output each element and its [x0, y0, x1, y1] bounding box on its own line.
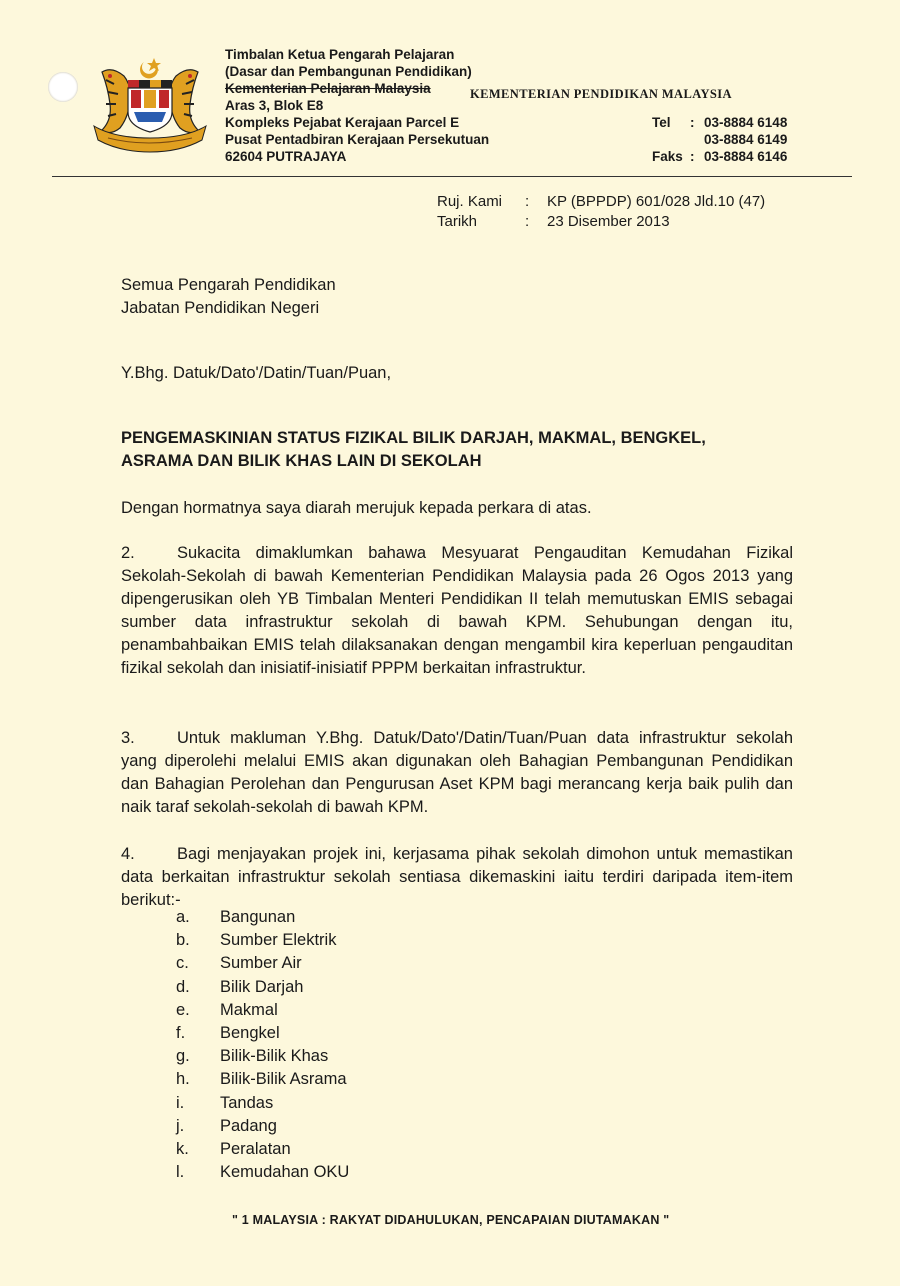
tel-number: 03-8884 6148	[704, 115, 788, 130]
paragraph-number: 3.	[121, 729, 135, 747]
list-label: Bilik-Bilik Asrama	[220, 1070, 347, 1089]
list-label: Tandas	[220, 1093, 274, 1112]
ministry-name-stamp: KEMENTERIAN PENDIDIKAN MALAYSIA	[470, 87, 732, 101]
list-item	[176, 999, 349, 1022]
tel-row	[652, 114, 787, 131]
reference-value: KP (BPPDP) 601/028 Jld.10 (47)	[547, 193, 766, 210]
list-label: Bengkel	[220, 1024, 280, 1043]
list-item	[176, 906, 349, 929]
paragraph-number: 2.	[121, 544, 135, 562]
letterhead-line: (Dasar dan Pembangunan Pendidikan)	[225, 64, 472, 79]
reference-block	[437, 192, 765, 232]
letterhead-divider	[52, 176, 852, 177]
list-label: Kemudahan OKU	[220, 1163, 350, 1182]
star-icon	[147, 58, 161, 71]
list-letter: b.	[176, 931, 190, 950]
list-label: Bangunan	[220, 908, 296, 926]
paragraph-2	[121, 542, 793, 680]
punch-hole	[48, 72, 78, 102]
list-letter: h.	[176, 1070, 190, 1089]
list-label: Makmal	[220, 1000, 278, 1019]
list-item	[176, 1045, 349, 1068]
list-label: Sumber Elektrik	[220, 931, 337, 950]
letterhead-line-struck: Kementerian Pelajaran Malaysia	[225, 81, 431, 96]
letterhead-line: Pusat Pentadbiran Kerajaan Persekutuan	[225, 132, 490, 147]
tiger-right	[170, 70, 198, 133]
paragraph-3	[121, 727, 793, 819]
list-item	[176, 1092, 349, 1115]
fax-number: 03-8884 6146	[704, 149, 788, 164]
fax-row	[652, 148, 787, 165]
addressee	[121, 274, 793, 320]
paragraph-text: Bagi menjayakan projek ini, kerjasama pihak sekolah dimohon untuk memastikan data berkaitan infrastruktur sekolah sentiasa dikemaskini iaitu terdiri daripada item-item berikut:-	[121, 845, 793, 909]
list-letter: f.	[176, 1024, 186, 1043]
list-label: Bilik Darjah	[220, 977, 304, 996]
date-value: 23 Disember 2013	[547, 213, 670, 230]
subject-line: ASRAMA DAN BILIK KHAS LAIN DI SEKOLAH	[121, 452, 482, 470]
contact-info	[652, 114, 787, 165]
list-letter: j.	[176, 1116, 185, 1135]
reference-row	[437, 192, 765, 212]
date-row	[437, 212, 765, 232]
list-label: Sumber Air	[220, 954, 302, 973]
separator: :	[525, 213, 530, 230]
addressee-line: Semua Pengarah Pendidikan	[121, 276, 336, 294]
list-letter: l.	[176, 1163, 185, 1182]
footer-motto: " 1 MALAYSIA : RAKYAT DIDAHULUKAN, PENCAPAIAN DIUTAMAKAN "	[232, 1213, 670, 1227]
list-item	[176, 1115, 349, 1138]
separator: :	[690, 149, 695, 164]
letterhead-line: Aras 3, Blok E8	[225, 98, 324, 113]
list-letter: g.	[176, 1047, 190, 1066]
list-letter: k.	[176, 1140, 189, 1159]
tel-number: 03-8884 6149	[704, 132, 788, 147]
list-item	[176, 929, 349, 952]
list-letter: e.	[176, 1000, 190, 1019]
tiger-left	[102, 70, 130, 133]
intro-paragraph: Dengan hormatnya saya diarah merujuk kepada perkara di atas.	[121, 499, 592, 517]
paragraph-text: Sukacita dimaklumkan bahawa Mesyuarat Pengauditan Kemudahan Fizikal Sekolah-Sekolah di bawah Kementerian Pendidikan Malaysia pada 26 Ogos 2013 yang dipengerusikan oleh YB Timbalan Menteri Pendidikan II telah memutuskan EMIS sebagai sumber data infrastruktur sekolah di bawah KPM. Sehubungan dengan itu, penambahbaikan EMIS telah dilaksanakan dengan mengambil kira keperluan pengauditan fizikal sekolah dan inisiatif-inisiatif PPPM berkaitan infrastruktur.	[121, 544, 793, 677]
reference-label: Ruj. Kami	[437, 193, 503, 210]
salutation: Y.Bhg. Datuk/Dato'/Datin/Tuan/Puan,	[121, 364, 392, 382]
addressee-line: Jabatan Pendidikan Negeri	[121, 299, 320, 317]
list-letter: c.	[176, 954, 189, 973]
letterhead-line: 62604 PUTRAJAYA	[225, 149, 347, 164]
list-letter: i.	[176, 1093, 185, 1112]
list-item	[176, 952, 349, 975]
list-label: Bilik-Bilik Khas	[220, 1047, 329, 1066]
list-item	[176, 1161, 349, 1184]
letterhead-address	[225, 46, 489, 165]
list-label: Padang	[220, 1116, 277, 1135]
subject-line: PENGEMASKINIAN STATUS FIZIKAL BILIK DARJAH, MAKMAL, BENGKEL,	[121, 429, 706, 447]
letterhead-line: Timbalan Ketua Pengarah Pelajaran	[225, 47, 455, 62]
coat-of-arms-logo	[88, 54, 212, 154]
separator: :	[525, 193, 530, 210]
paragraph-4	[121, 843, 793, 912]
list-letter: d.	[176, 977, 190, 996]
list-item	[176, 1022, 349, 1045]
tel-label: Tel	[652, 115, 671, 130]
list-letter: a.	[176, 908, 190, 926]
paragraph-number: 4.	[121, 845, 135, 863]
paragraph-text: Untuk makluman Y.Bhg. Datuk/Dato'/Datin/Tuan/Puan data infrastruktur sekolah yang diperolehi melalui EMIS akan digunakan oleh Bahagian Pembangunan Pendidikan dan Bahagian Perolehan dan Pengurusan Aset KPM bagi merancang kerja baik pulih dan naik taraf sekolah-sekolah di bawah KPM.	[121, 729, 793, 816]
list-item	[176, 1138, 349, 1161]
date-label: Tarikh	[437, 213, 478, 230]
tel-row-2	[652, 131, 787, 148]
letter-subject	[121, 427, 793, 473]
separator: :	[690, 115, 695, 130]
fax-label: Faks	[652, 149, 683, 164]
list-item	[176, 1068, 349, 1091]
list-label: Peralatan	[220, 1140, 291, 1159]
letterhead-line: Kompleks Pejabat Kerajaan Parcel E	[225, 115, 460, 130]
list-item	[176, 976, 349, 999]
item-list	[176, 906, 349, 1184]
